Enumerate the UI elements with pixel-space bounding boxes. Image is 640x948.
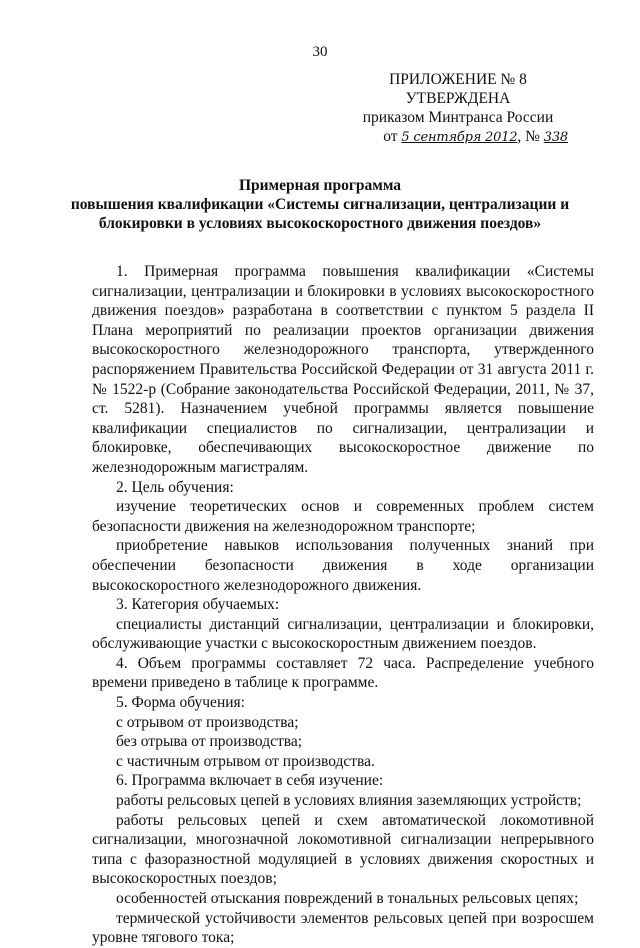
paragraph-1: 1. Примерная программа повышения квалификации «Системы сигнализации, централизации и блокировки в условиях высокоскоростного движения поездов» разработана в соответствии с пунктом 5 раздела II Плана мероприятий по реализации проектов организации движения высокоскоростного железнодорожного транспорта, утвержденного распоряжением Правительства Российской Федерации от 31 августа 2011 г. № 1522-р (Собрание законодательства Российской Федерации, 2011, № 37, ст. 5281). Назначением учебной программы является повышение квалификации специалистов по сигнализации, централизации и блокировке, обеспечивающих высокоскоростное движение по железнодорожным магистралям. [92,263,594,476]
appendix-label: ПРИЛОЖЕНИЕ № 8 [389,71,527,88]
paragraph-5: 3. Категория обучаемых: [116,596,280,614]
order-date-number: от 5 сентября 2012, № 338 [383,128,568,145]
approval-block [348,70,568,147]
title-line-2: повышения квалификации «Системы сигнализации, централизации и [70,196,570,213]
paragraph-6: специалисты дистанций сигнализации, централизации и блокировки, обслуживающие участки с высокоскоростным движением поездов. [92,615,594,653]
paragraph-2: 2. Цель обучения: [116,478,234,496]
order-by-label: приказом Минтранса России [362,109,554,126]
handwritten-number: 338 [543,130,568,145]
paragraph-7: 4. Объем программы составляет 72 часа. Распределение учебного времени приведено в таблице к программе. [92,654,594,692]
paragraph-12: 6. Программа включает в себя изучение: [116,772,384,790]
title-line-3: блокировки в условиях высокоскоростного движения поездов» [98,215,542,232]
paragraph-11: с частичным отрывом от производства. [116,752,375,770]
paragraph-16: термической устойчивости элементов рельсовых цепей при возросшем уровне тягового тока; [92,909,594,947]
page-number: 30 [312,44,328,60]
handwritten-date: 5 сентября 2012 [401,130,518,145]
title-line-1: Примерная программа [238,177,402,194]
document-body [92,262,594,948]
document-title [60,176,580,233]
paragraph-15: особенностей отыскания повреждений в тональных рельсовых цепях; [116,890,579,907]
paragraph-3: изучение теоретических основ и современных проблем систем безопасности движения на железнодорожном транспорте; [92,498,594,535]
paragraph-13: работы рельсовых цепей в условиях влияния заземляющих устройств; [116,792,582,810]
approved-label: УТВЕРЖДЕНА [405,90,511,107]
paragraph-8: 5. Форма обучения: [116,694,245,712]
paragraph-4: приобретение навыков использования полученных знаний при обеспечении безопасности движения в ходе организации высокоскоростного железнодорожного движения. [92,537,594,594]
paragraph-14: работы рельсовых цепей и схем автоматической локомотивной сигнализации, многозначной локомотивной сигнализации непрерывного типа с фазоразностной модуляцией в условиях движения скоростных и высокоскоростных поездов; [92,811,594,888]
from-label: от [383,128,398,145]
number-label: № [525,128,540,145]
paragraph-10: без отрыва от производства; [116,733,303,751]
paragraph-9: с отрывом от производства; [116,713,299,731]
